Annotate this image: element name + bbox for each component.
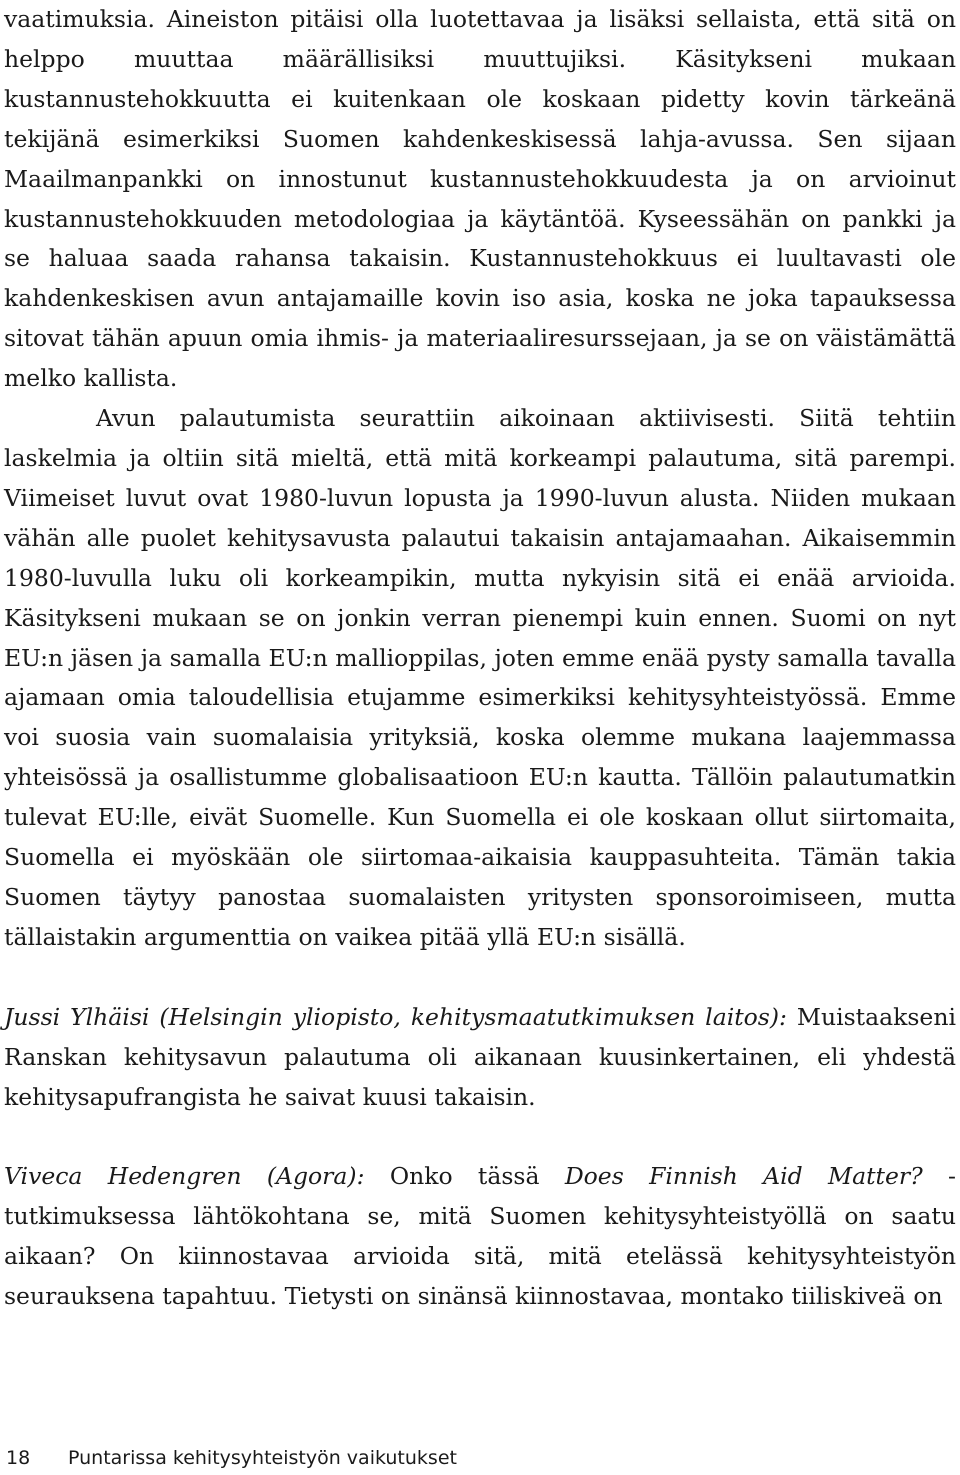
page-number: 18 xyxy=(6,1447,31,1469)
speaker-statement-start: Onko tässä xyxy=(364,1162,565,1191)
speaker-statement-rest: -tutkimuksessa lähtökohtana se, mitä Suomen kehitysyhteistyöllä on saatu aikaan? On kiinnostavaa arvioida sitä, mitä etelässä kehitysyhteistyön seurauksena tapahtuu. Tietysti on sinänsä kiinnostavaa, montako tiiliskiveä on xyxy=(4,1162,956,1311)
paragraph-2: Avun palautumista seurattiin aikoinaan aktiivisesti. Siitä tehtiin laskelmia ja oltiin sitä mieltä, että mitä korkeampi palautuma, sitä parempi. Viimeiset luvut ovat 1980-luvun lopusta ja 1990-luvun alusta. Niiden mukaan vähän alle puolet kehitysavusta palautui takaisin antajamaahan. Aikaisemmin 1980-luvulla luku oli korkeampikin, mutta nykyisin sitä ei enää arvioida. Käsitykseni mukaan se on jonkin verran pienempi kuin ennen. Suomi on nyt EU:n jäsen ja samalla EU:n mallioppilas, joten emme enää pysty samalla tavalla ajamaan omia taloudellisia etujamme esimerkiksi kehitysyhteistyössä. Emme voi suosia vain suomalaisia yrityksiä, koska olemme mukana laajemmassa yhteisössä ja osallistumme globalisaatioon EU:n kautta. Tällöin palautumatkin tulevat EU:lle, eivät Suomelle. Kun Suomella ei ole koskaan ollut siirtomaita, Suomella ei myöskään ole siirtomaa-aikaisia kauppasuhteita. Tämän takia Suomen täytyy panostaa suomalaisten yritysten sponsoroimiseen, mutta tällaistakin argumenttia on vaikea pitää yllä EU:n sisällä. xyxy=(4,404,956,951)
running-title: Puntarissa kehitysyhteistyön vaikutukset xyxy=(68,1447,457,1469)
paragraph-3 xyxy=(4,998,960,1118)
paragraph-4 xyxy=(4,1157,960,1317)
speaker-name: Viveca Hedengren (Agora): xyxy=(4,1162,365,1191)
page-footer xyxy=(6,1447,457,1469)
speaker-statement: Muistaakseni Ranskan kehitysavun palautuma oli aikanaan kuusinkertainen, eli yhdestä kehitysapufrangista he saivat kuusi takaisin. xyxy=(4,1002,956,1111)
speaker-name: Jussi Ylhäisi (Helsingin yliopisto, kehitysmaatutkimuksen laitos): xyxy=(4,1002,787,1031)
paragraph-gap xyxy=(4,1117,960,1157)
paragraph-1: vaatimuksia. Aineiston pitäisi olla luotettavaa ja lisäksi sellaista, että sitä on helppo muuttaa määrällisiksi muuttujiksi. Käsitykseni mukaan kustannustehokkuutta ei kuitenkaan ole koskaan pidetty kovin tärkeänä tekijänä esimerkiksi Suomen kahdenkeskisessä lahja-avussa. Sen sijaan Maailmanpankki on innostunut kustannustehokkuudesta ja on arvioinut kustannustehokkuuden metodologiaa ja käytäntöä. Kyseessähän on pankki ja se haluaa saada rahansa takaisin. Kustannustehokkuus ei luultavasti ole kahdenkeskisen avun antajamaille kovin iso asia, koska ne joka tapauksessa sitovat tähän apuun omia ihmis- ja materiaaliresurssejaan, ja se on väistämättä melko kallista. xyxy=(4,5,956,393)
paragraph-gap xyxy=(4,958,960,998)
study-title: Does Finnish Aid Matter? xyxy=(564,1162,923,1191)
